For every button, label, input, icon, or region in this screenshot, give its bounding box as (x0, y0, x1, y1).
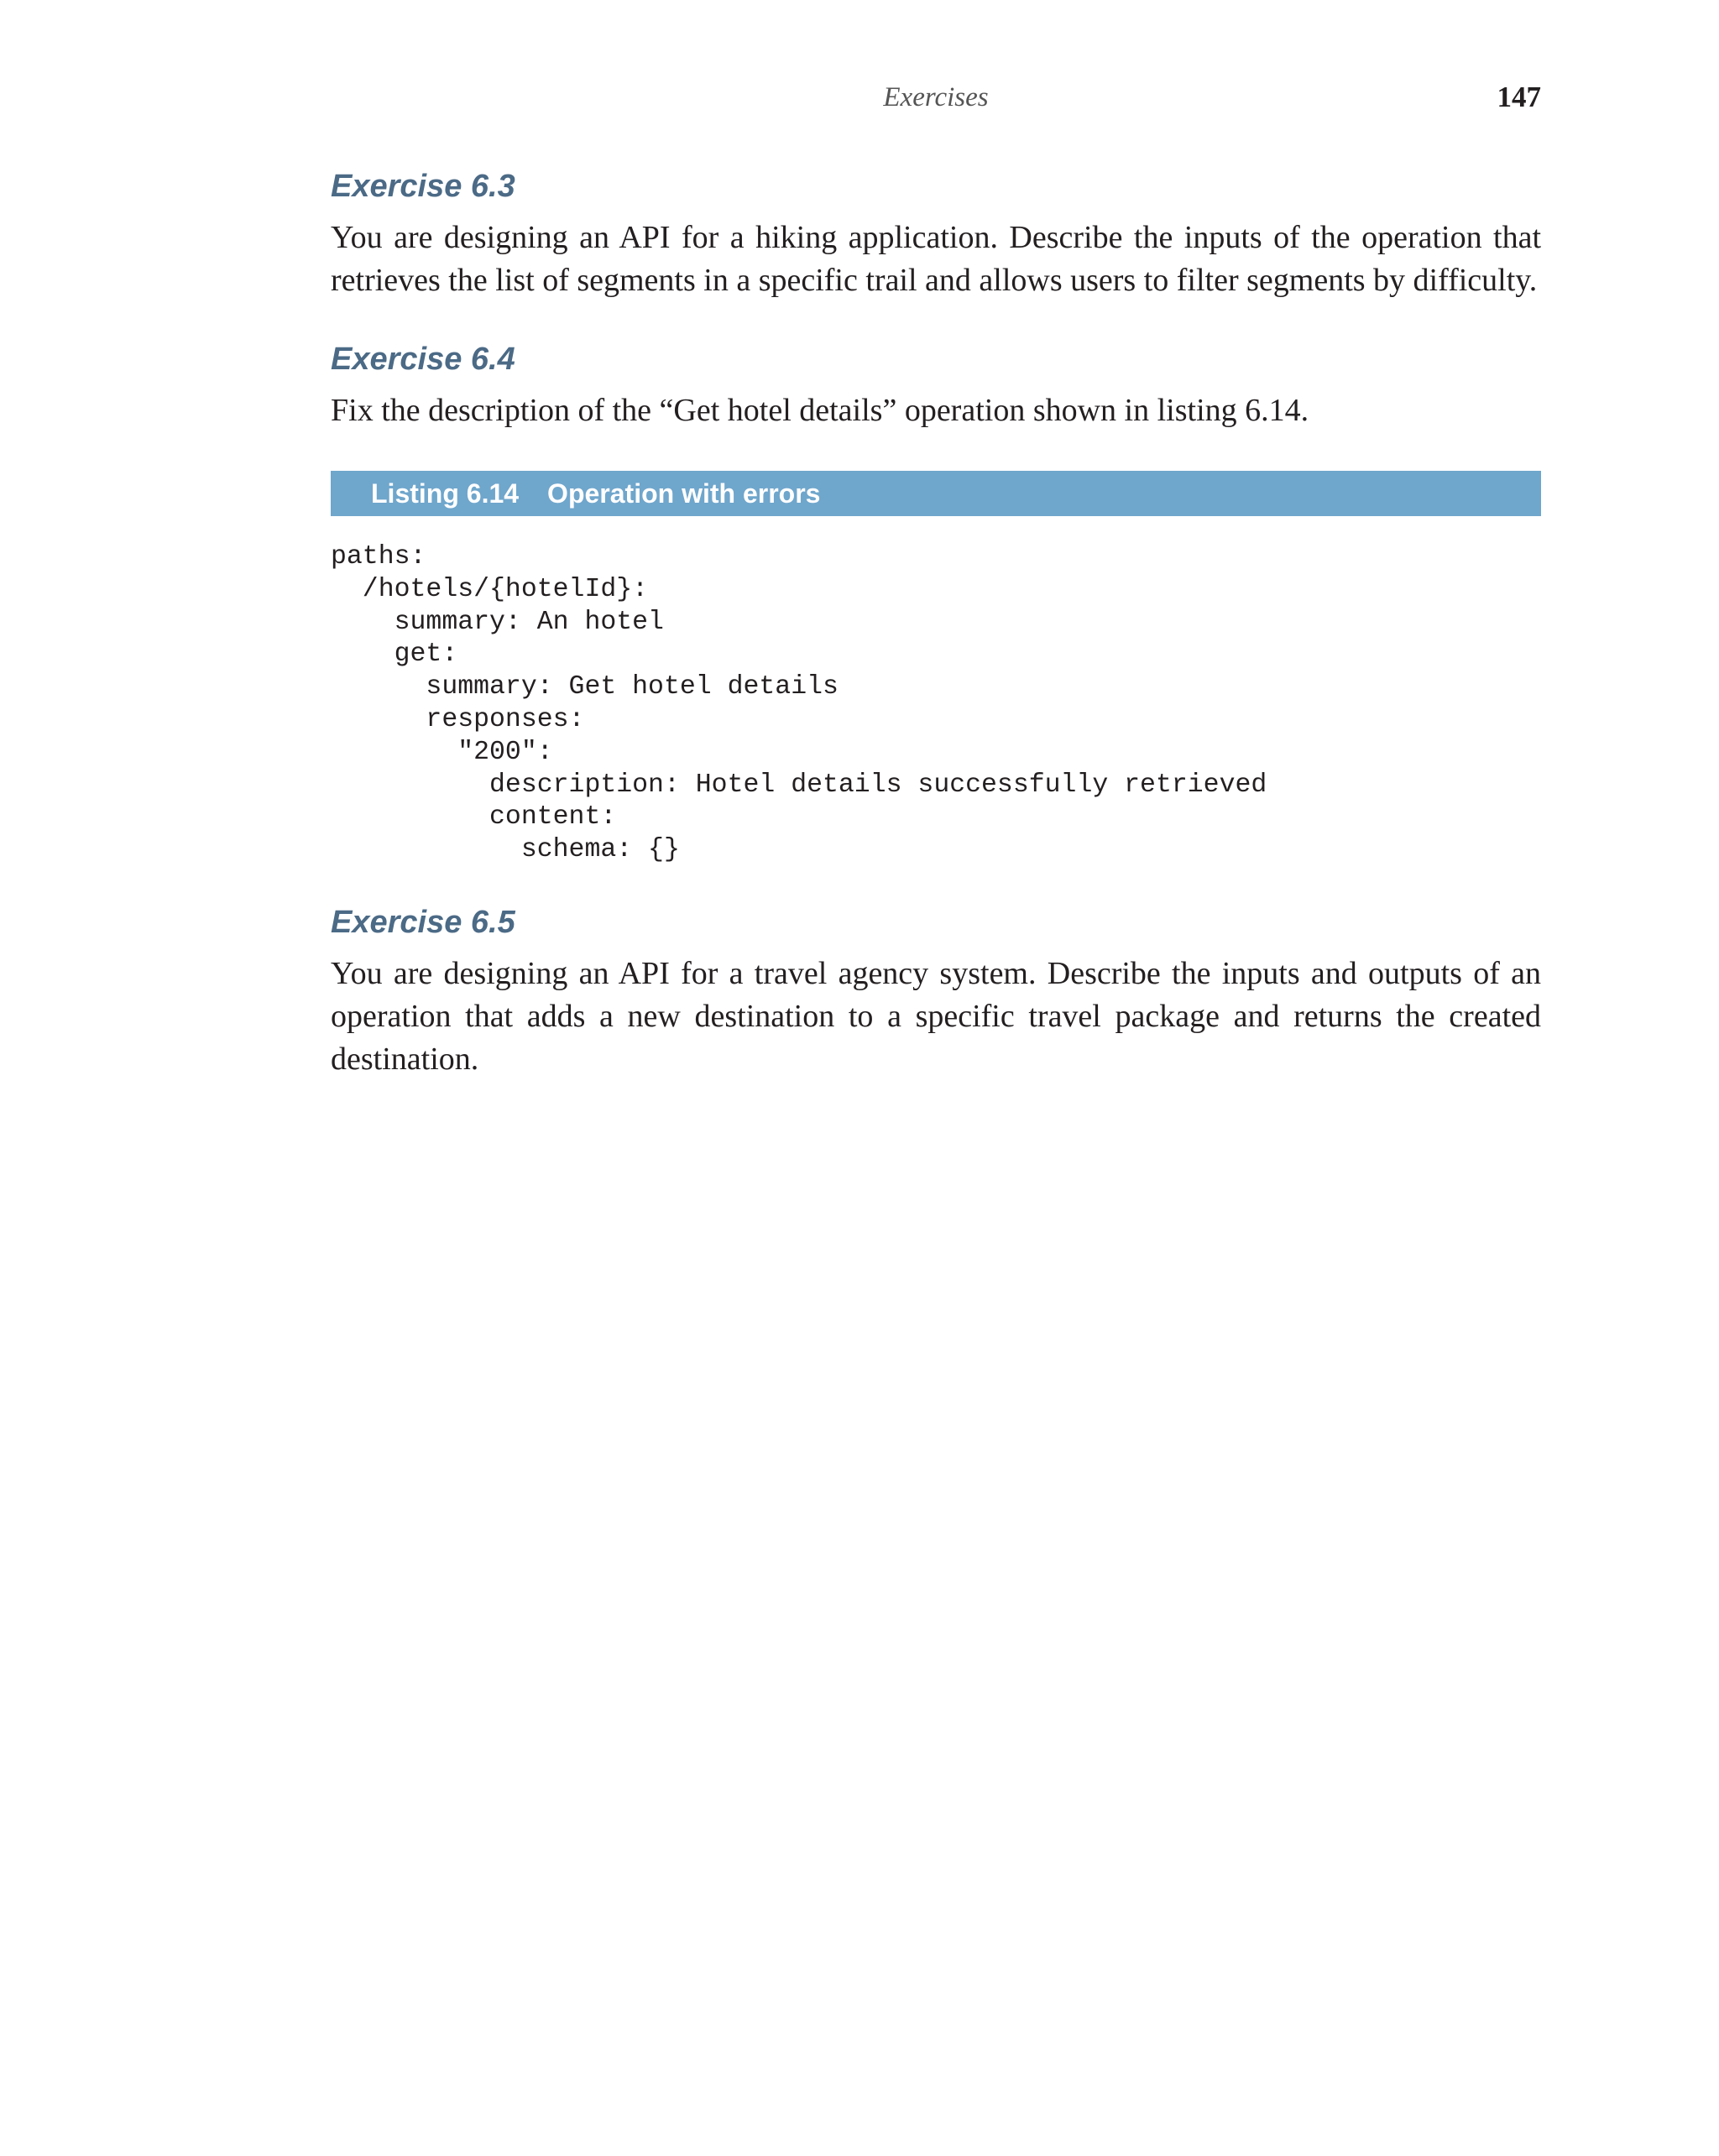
running-title: Exercises (883, 82, 989, 112)
code-line: paths: (331, 542, 426, 572)
running-head (331, 77, 1541, 117)
listing-caption-bar (331, 471, 1541, 516)
exercise-6-5 (331, 901, 1541, 1081)
exercise-6-3 (331, 164, 1541, 302)
exercise-heading: Exercise 6.4 (331, 342, 515, 377)
code-line: "200": (331, 737, 553, 767)
code-line: summary: An hotel (331, 607, 664, 637)
page-content (331, 164, 1541, 1116)
code-line: description: Hotel details successfully retrieved (331, 770, 1267, 800)
exercise-heading: Exercise 6.5 (331, 904, 515, 940)
exercise-6-4 (331, 337, 1541, 432)
code-line: /hotels/{hotelId}: (331, 574, 649, 604)
code-line: summary: Get hotel details (331, 672, 839, 702)
page-number: 147 (1497, 81, 1541, 113)
exercise-heading: Exercise 6.3 (331, 169, 515, 204)
code-listing (331, 471, 1541, 867)
code-line: get: (331, 639, 458, 670)
listing-title: Operation with errors (547, 478, 821, 509)
listing-label: Listing 6.14 (371, 478, 520, 509)
code-block (331, 541, 1541, 867)
exercise-text: You are designing an API for a hiking application. Describe the inputs of the operation that retrieves the list of segments in a specific trail and allows users to filter segments by difficulty. (331, 220, 1541, 298)
exercise-text: You are designing an API for a travel agency system. Describe the inputs and outputs of an operation that adds a new destination to a specific travel package and returns the created destination. (331, 955, 1541, 1077)
code-line: schema: {} (331, 835, 680, 865)
code-line: content: (331, 802, 617, 833)
exercise-text: Fix the description of the “Get hotel details” operation shown in listing 6.14. (331, 393, 1309, 428)
code-line: responses: (331, 704, 585, 734)
